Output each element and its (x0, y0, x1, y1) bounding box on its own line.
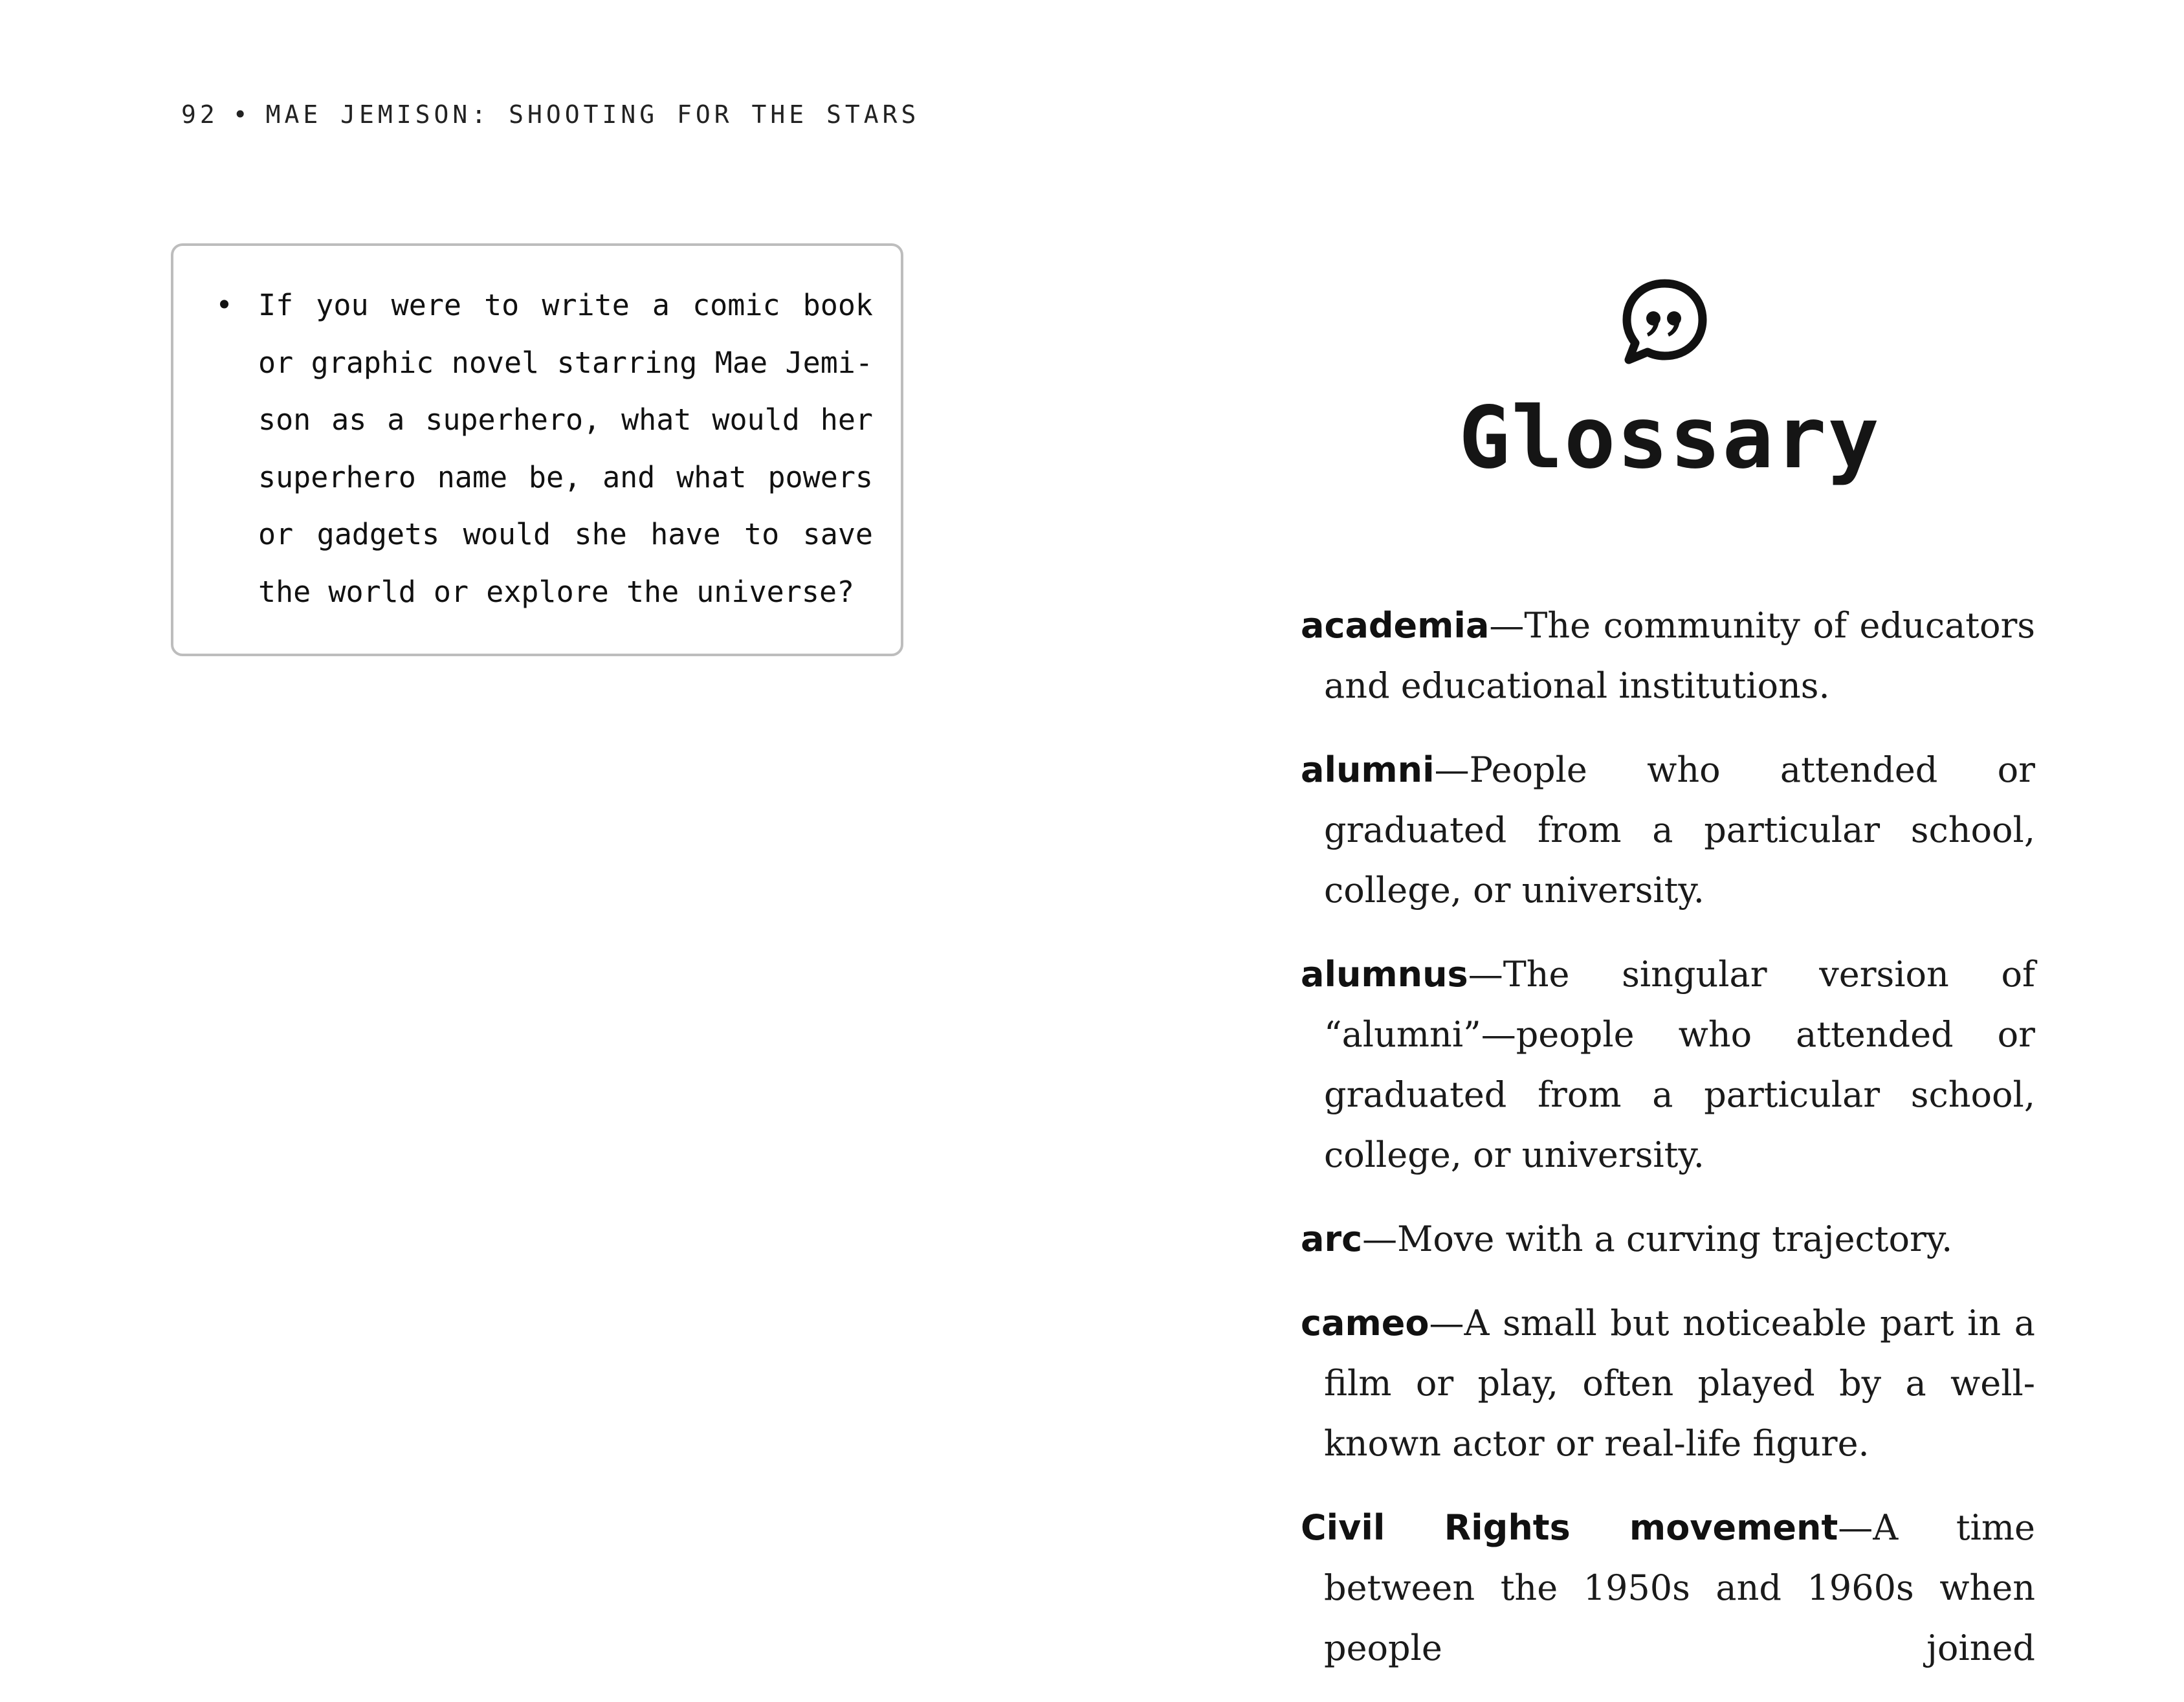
glossary-entry (1301, 1209, 2035, 1269)
question-text: If you were to write a comic book or graphic novel starring Mae Jemi-son as a superhero, what would her superhero name be, and what powers or gadgets would she have to save the world or explore the universe? (258, 288, 873, 609)
glossary-term: cameo (1301, 1303, 1429, 1343)
bullet-marker: • (215, 288, 234, 322)
running-head (181, 100, 920, 129)
discussion-question-box (171, 243, 903, 656)
glossary-entry (1301, 944, 2035, 1185)
glossary-entry (1301, 740, 2035, 920)
glossary-term: alumni (1301, 749, 1435, 790)
glossary-definition: —The singular version of “alumni”—people who attended or graduated from a particular school, college, or university. (1324, 954, 2035, 1175)
glossary-definition: —A small but noticeable part in a film or play, often played by a well-known actor or real-life figure. (1324, 1303, 2035, 1464)
glossary-term: arc (1301, 1219, 1363, 1259)
book-title: MAE JEMISON: SHOOTING FOR THE STARS (265, 100, 920, 129)
glossary-definition: —The community of educators and educational institutions. (1324, 605, 2035, 706)
page-number: 92 (181, 100, 219, 129)
glossary-entry (1301, 1293, 2035, 1474)
glossary-definition: —People who attended or graduated from a particular school, college, or university. (1324, 749, 2035, 911)
glossary-term: Civil Rights movement (1301, 1507, 1838, 1548)
glossary-definition: —Move with a curving trajectory. (1362, 1219, 1953, 1259)
glossary-list (1301, 595, 2035, 1702)
glossary-title: Glossary (1459, 388, 1881, 488)
running-head-separator: • (232, 100, 252, 129)
glossary-entry (1301, 1498, 2035, 1678)
glossary-definition: —A time between the 1950s and 1960s when people joined (1324, 1507, 2035, 1668)
quote-speech-bubble-icon (1621, 277, 1708, 364)
glossary-entry (1301, 595, 2035, 716)
glossary-term: academia (1301, 605, 1490, 646)
glossary-term: alumnus (1301, 954, 1468, 995)
